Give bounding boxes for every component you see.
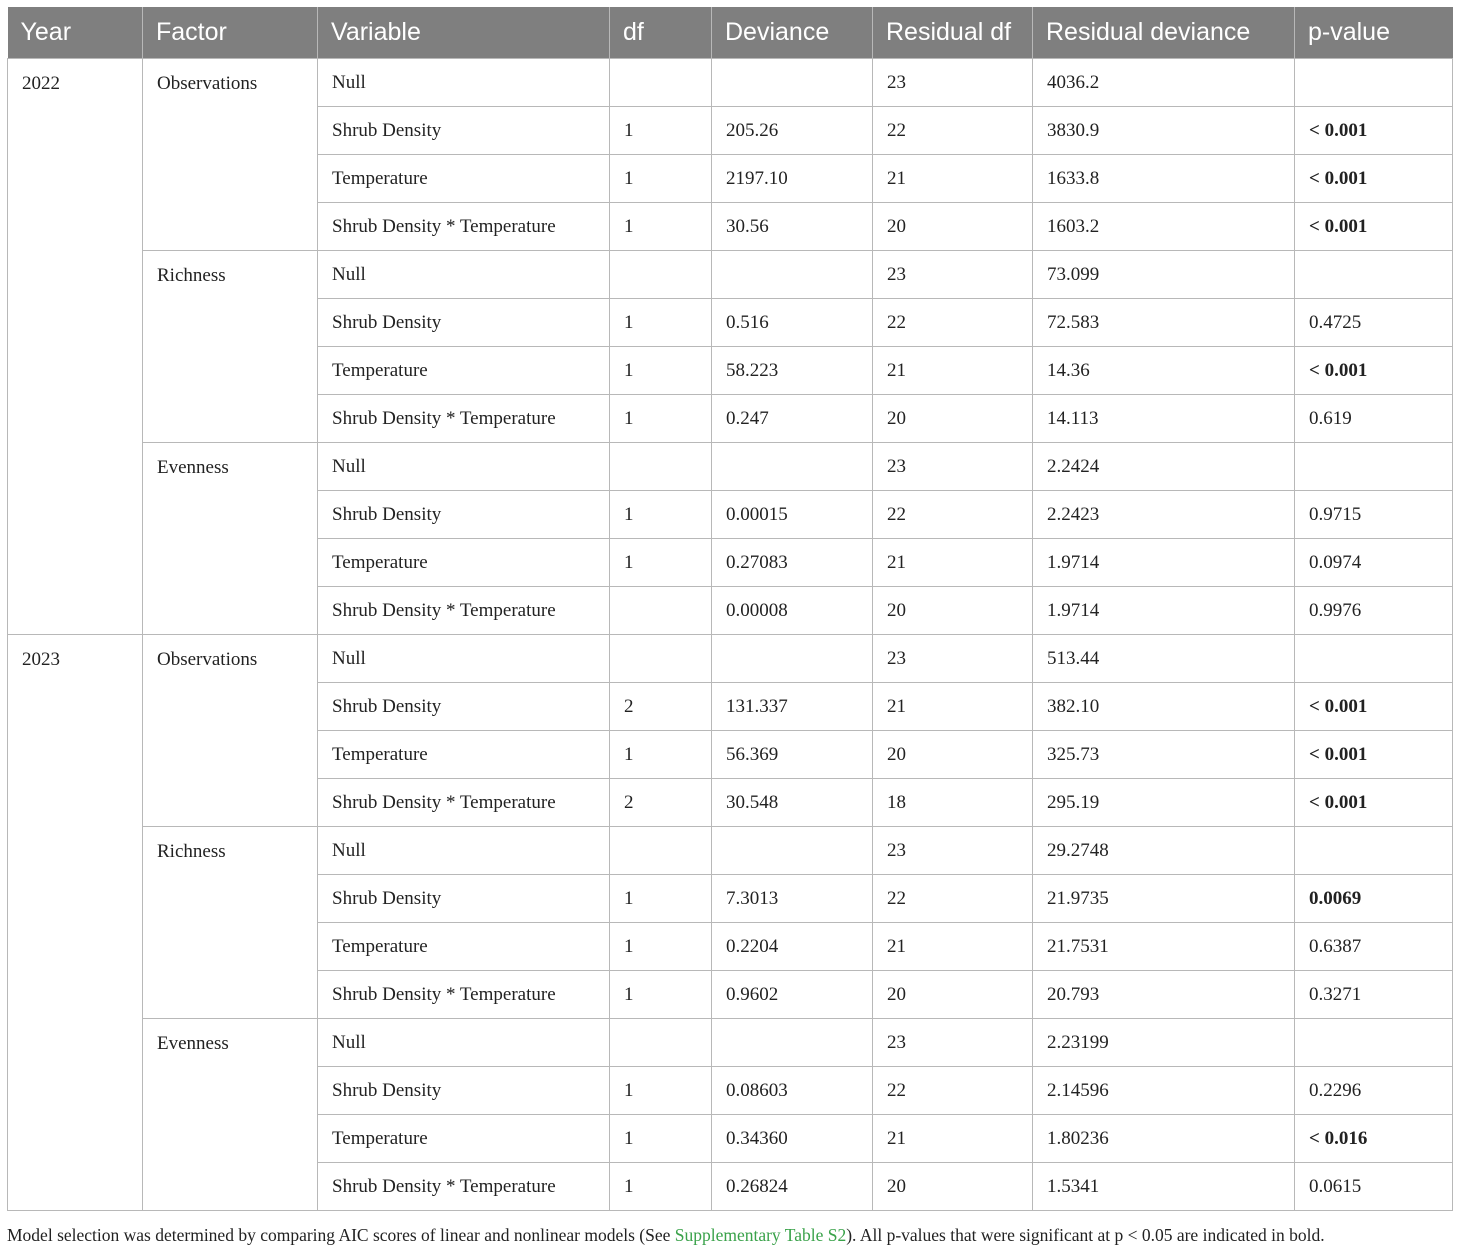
table-row (8, 635, 1453, 683)
variable-cell: Null (318, 1019, 610, 1067)
residual-deviance-cell: 513.44 (1033, 635, 1295, 683)
column-header-deviance: Deviance (712, 7, 873, 59)
residual-deviance-cell: 73.099 (1033, 251, 1295, 299)
residual-df-cell: 22 (873, 1067, 1033, 1115)
variable-cell: Temperature (318, 923, 610, 971)
deviance-cell (712, 251, 873, 299)
table-row (8, 1019, 1453, 1067)
residual-df-cell: 21 (873, 1115, 1033, 1163)
column-header-p-value: p-value (1295, 7, 1453, 59)
factor-cell: Evenness (143, 1019, 318, 1211)
p-value-cell: < 0.001 (1295, 779, 1453, 827)
df-cell: 1 (610, 731, 712, 779)
variable-cell: Shrub Density * Temperature (318, 203, 610, 251)
df-cell: 1 (610, 971, 712, 1019)
deviance-cell: 30.56 (712, 203, 873, 251)
variable-cell: Null (318, 251, 610, 299)
residual-df-cell: 21 (873, 539, 1033, 587)
df-cell: 1 (610, 155, 712, 203)
variable-cell: Temperature (318, 155, 610, 203)
df-cell: 1 (610, 1067, 712, 1115)
residual-deviance-cell: 1.80236 (1033, 1115, 1295, 1163)
variable-cell: Temperature (318, 347, 610, 395)
df-cell (610, 587, 712, 635)
residual-df-cell: 20 (873, 971, 1033, 1019)
residual-df-cell: 20 (873, 731, 1033, 779)
residual-df-cell: 23 (873, 443, 1033, 491)
df-cell: 1 (610, 347, 712, 395)
residual-deviance-cell: 20.793 (1033, 971, 1295, 1019)
column-header-residual-df: Residual df (873, 7, 1033, 59)
variable-cell: Shrub Density (318, 107, 610, 155)
table-row (8, 443, 1453, 491)
table-row (8, 251, 1453, 299)
factor-cell: Observations (143, 59, 318, 251)
residual-deviance-cell: 1.9714 (1033, 539, 1295, 587)
residual-deviance-cell: 14.36 (1033, 347, 1295, 395)
residual-df-cell: 21 (873, 347, 1033, 395)
p-value-cell: < 0.001 (1295, 155, 1453, 203)
residual-deviance-cell: 2.23199 (1033, 1019, 1295, 1067)
residual-deviance-cell: 14.113 (1033, 395, 1295, 443)
df-cell: 1 (610, 107, 712, 155)
deviance-cell: 7.3013 (712, 875, 873, 923)
deviance-cell (712, 827, 873, 875)
variable-cell: Temperature (318, 539, 610, 587)
variable-cell: Null (318, 827, 610, 875)
variable-cell: Shrub Density * Temperature (318, 587, 610, 635)
residual-deviance-cell: 21.7531 (1033, 923, 1295, 971)
p-value-cell: 0.619 (1295, 395, 1453, 443)
df-cell: 2 (610, 779, 712, 827)
df-cell (610, 1019, 712, 1067)
variable-cell: Shrub Density (318, 491, 610, 539)
df-cell (610, 59, 712, 107)
deviance-cell: 0.34360 (712, 1115, 873, 1163)
residual-deviance-cell: 382.10 (1033, 683, 1295, 731)
variable-cell: Shrub Density (318, 683, 610, 731)
deviance-cell (712, 1019, 873, 1067)
table-body (8, 59, 1453, 1211)
variable-cell: Shrub Density (318, 299, 610, 347)
p-value-cell (1295, 635, 1453, 683)
variable-cell: Shrub Density * Temperature (318, 779, 610, 827)
deviance-cell: 0.27083 (712, 539, 873, 587)
df-cell (610, 635, 712, 683)
residual-deviance-cell: 1.5341 (1033, 1163, 1295, 1211)
deviance-cell: 0.00015 (712, 491, 873, 539)
df-cell: 1 (610, 395, 712, 443)
column-header-variable: Variable (318, 7, 610, 59)
p-value-cell: < 0.001 (1295, 347, 1453, 395)
residual-deviance-cell: 29.2748 (1033, 827, 1295, 875)
df-cell: 1 (610, 923, 712, 971)
column-header-year: Year (8, 7, 143, 59)
residual-df-cell: 23 (873, 59, 1033, 107)
residual-df-cell: 22 (873, 491, 1033, 539)
residual-deviance-cell: 1603.2 (1033, 203, 1295, 251)
residual-deviance-cell: 1.9714 (1033, 587, 1295, 635)
residual-df-cell: 20 (873, 1163, 1033, 1211)
deviance-cell: 0.26824 (712, 1163, 873, 1211)
deviance-cell: 0.9602 (712, 971, 873, 1019)
variable-cell: Shrub Density * Temperature (318, 1163, 610, 1211)
variable-cell: Temperature (318, 731, 610, 779)
p-value-cell: 0.9715 (1295, 491, 1453, 539)
p-value-cell: < 0.016 (1295, 1115, 1453, 1163)
year-cell: 2022 (8, 59, 143, 635)
residual-deviance-cell: 21.9735 (1033, 875, 1295, 923)
variable-cell: Null (318, 59, 610, 107)
footnote-text-before: Model selection was determined by comparing AIC scores of linear and nonlinear models (See (7, 1225, 675, 1245)
p-value-cell: 0.4725 (1295, 299, 1453, 347)
p-value-cell (1295, 251, 1453, 299)
p-value-cell (1295, 443, 1453, 491)
residual-df-cell: 23 (873, 827, 1033, 875)
df-cell: 2 (610, 683, 712, 731)
residual-df-cell: 22 (873, 299, 1033, 347)
table-footnote (7, 1225, 1457, 1246)
deviance-cell (712, 635, 873, 683)
variable-cell: Shrub Density (318, 875, 610, 923)
deviance-cell: 56.369 (712, 731, 873, 779)
residual-df-cell: 18 (873, 779, 1033, 827)
column-header-factor: Factor (143, 7, 318, 59)
residual-deviance-cell: 325.73 (1033, 731, 1295, 779)
df-cell: 1 (610, 875, 712, 923)
residual-deviance-cell: 1633.8 (1033, 155, 1295, 203)
residual-df-cell: 22 (873, 875, 1033, 923)
p-value-cell: < 0.001 (1295, 731, 1453, 779)
variable-cell: Shrub Density * Temperature (318, 971, 610, 1019)
variable-cell: Null (318, 443, 610, 491)
footnote-text-after: ). All p-values that were significant at p < 0.05 are indicated in bold. (846, 1225, 1325, 1245)
df-cell: 1 (610, 491, 712, 539)
p-value-cell (1295, 1019, 1453, 1067)
p-value-cell: < 0.001 (1295, 683, 1453, 731)
variable-cell: Null (318, 635, 610, 683)
residual-df-cell: 23 (873, 251, 1033, 299)
residual-deviance-cell: 2.2423 (1033, 491, 1295, 539)
deviance-cell (712, 59, 873, 107)
variable-cell: Temperature (318, 1115, 610, 1163)
p-value-cell (1295, 59, 1453, 107)
p-value-cell: 0.6387 (1295, 923, 1453, 971)
year-cell: 2023 (8, 635, 143, 1211)
df-cell: 1 (610, 539, 712, 587)
residual-df-cell: 20 (873, 203, 1033, 251)
deviance-cell: 0.247 (712, 395, 873, 443)
df-cell: 1 (610, 1163, 712, 1211)
residual-deviance-cell: 72.583 (1033, 299, 1295, 347)
deviance-cell: 2197.10 (712, 155, 873, 203)
p-value-cell: 0.2296 (1295, 1067, 1453, 1115)
factor-cell: Evenness (143, 443, 318, 635)
table-header (8, 7, 1453, 59)
variable-cell: Shrub Density (318, 1067, 610, 1115)
residual-deviance-cell: 295.19 (1033, 779, 1295, 827)
table-row (8, 59, 1453, 107)
deviance-cell: 58.223 (712, 347, 873, 395)
deviance-cell (712, 443, 873, 491)
deviance-cell: 0.08603 (712, 1067, 873, 1115)
df-cell: 1 (610, 203, 712, 251)
residual-deviance-cell: 2.2424 (1033, 443, 1295, 491)
p-value-cell: 0.0974 (1295, 539, 1453, 587)
residual-df-cell: 21 (873, 683, 1033, 731)
residual-df-cell: 22 (873, 107, 1033, 155)
residual-df-cell: 21 (873, 923, 1033, 971)
factor-cell: Richness (143, 251, 318, 443)
supplementary-table-link[interactable]: Supplementary Table S2 (674, 1225, 847, 1245)
table-row (8, 827, 1453, 875)
residual-deviance-cell: 3830.9 (1033, 107, 1295, 155)
residual-df-cell: 20 (873, 395, 1033, 443)
p-value-cell: 0.0615 (1295, 1163, 1453, 1211)
column-header-residual-deviance: Residual deviance (1033, 7, 1295, 59)
p-value-cell (1295, 827, 1453, 875)
df-cell (610, 251, 712, 299)
residual-df-cell: 23 (873, 1019, 1033, 1067)
residual-df-cell: 21 (873, 155, 1033, 203)
deviance-cell: 0.00008 (712, 587, 873, 635)
p-value-cell: < 0.001 (1295, 107, 1453, 155)
p-value-cell: 0.3271 (1295, 971, 1453, 1019)
residual-deviance-cell: 2.14596 (1033, 1067, 1295, 1115)
p-value-cell: 0.9976 (1295, 587, 1453, 635)
residual-df-cell: 20 (873, 587, 1033, 635)
deviance-cell: 131.337 (712, 683, 873, 731)
deviance-cell: 0.516 (712, 299, 873, 347)
deviance-cell: 0.2204 (712, 923, 873, 971)
p-value-cell: 0.0069 (1295, 875, 1453, 923)
anova-table (7, 7, 1453, 1211)
df-cell: 1 (610, 299, 712, 347)
variable-cell: Shrub Density * Temperature (318, 395, 610, 443)
factor-cell: Richness (143, 827, 318, 1019)
residual-df-cell: 23 (873, 635, 1033, 683)
residual-deviance-cell: 4036.2 (1033, 59, 1295, 107)
df-cell (610, 827, 712, 875)
p-value-cell: < 0.001 (1295, 203, 1453, 251)
df-cell (610, 443, 712, 491)
deviance-cell: 30.548 (712, 779, 873, 827)
column-header-df: df (610, 7, 712, 59)
df-cell: 1 (610, 1115, 712, 1163)
deviance-cell: 205.26 (712, 107, 873, 155)
factor-cell: Observations (143, 635, 318, 827)
